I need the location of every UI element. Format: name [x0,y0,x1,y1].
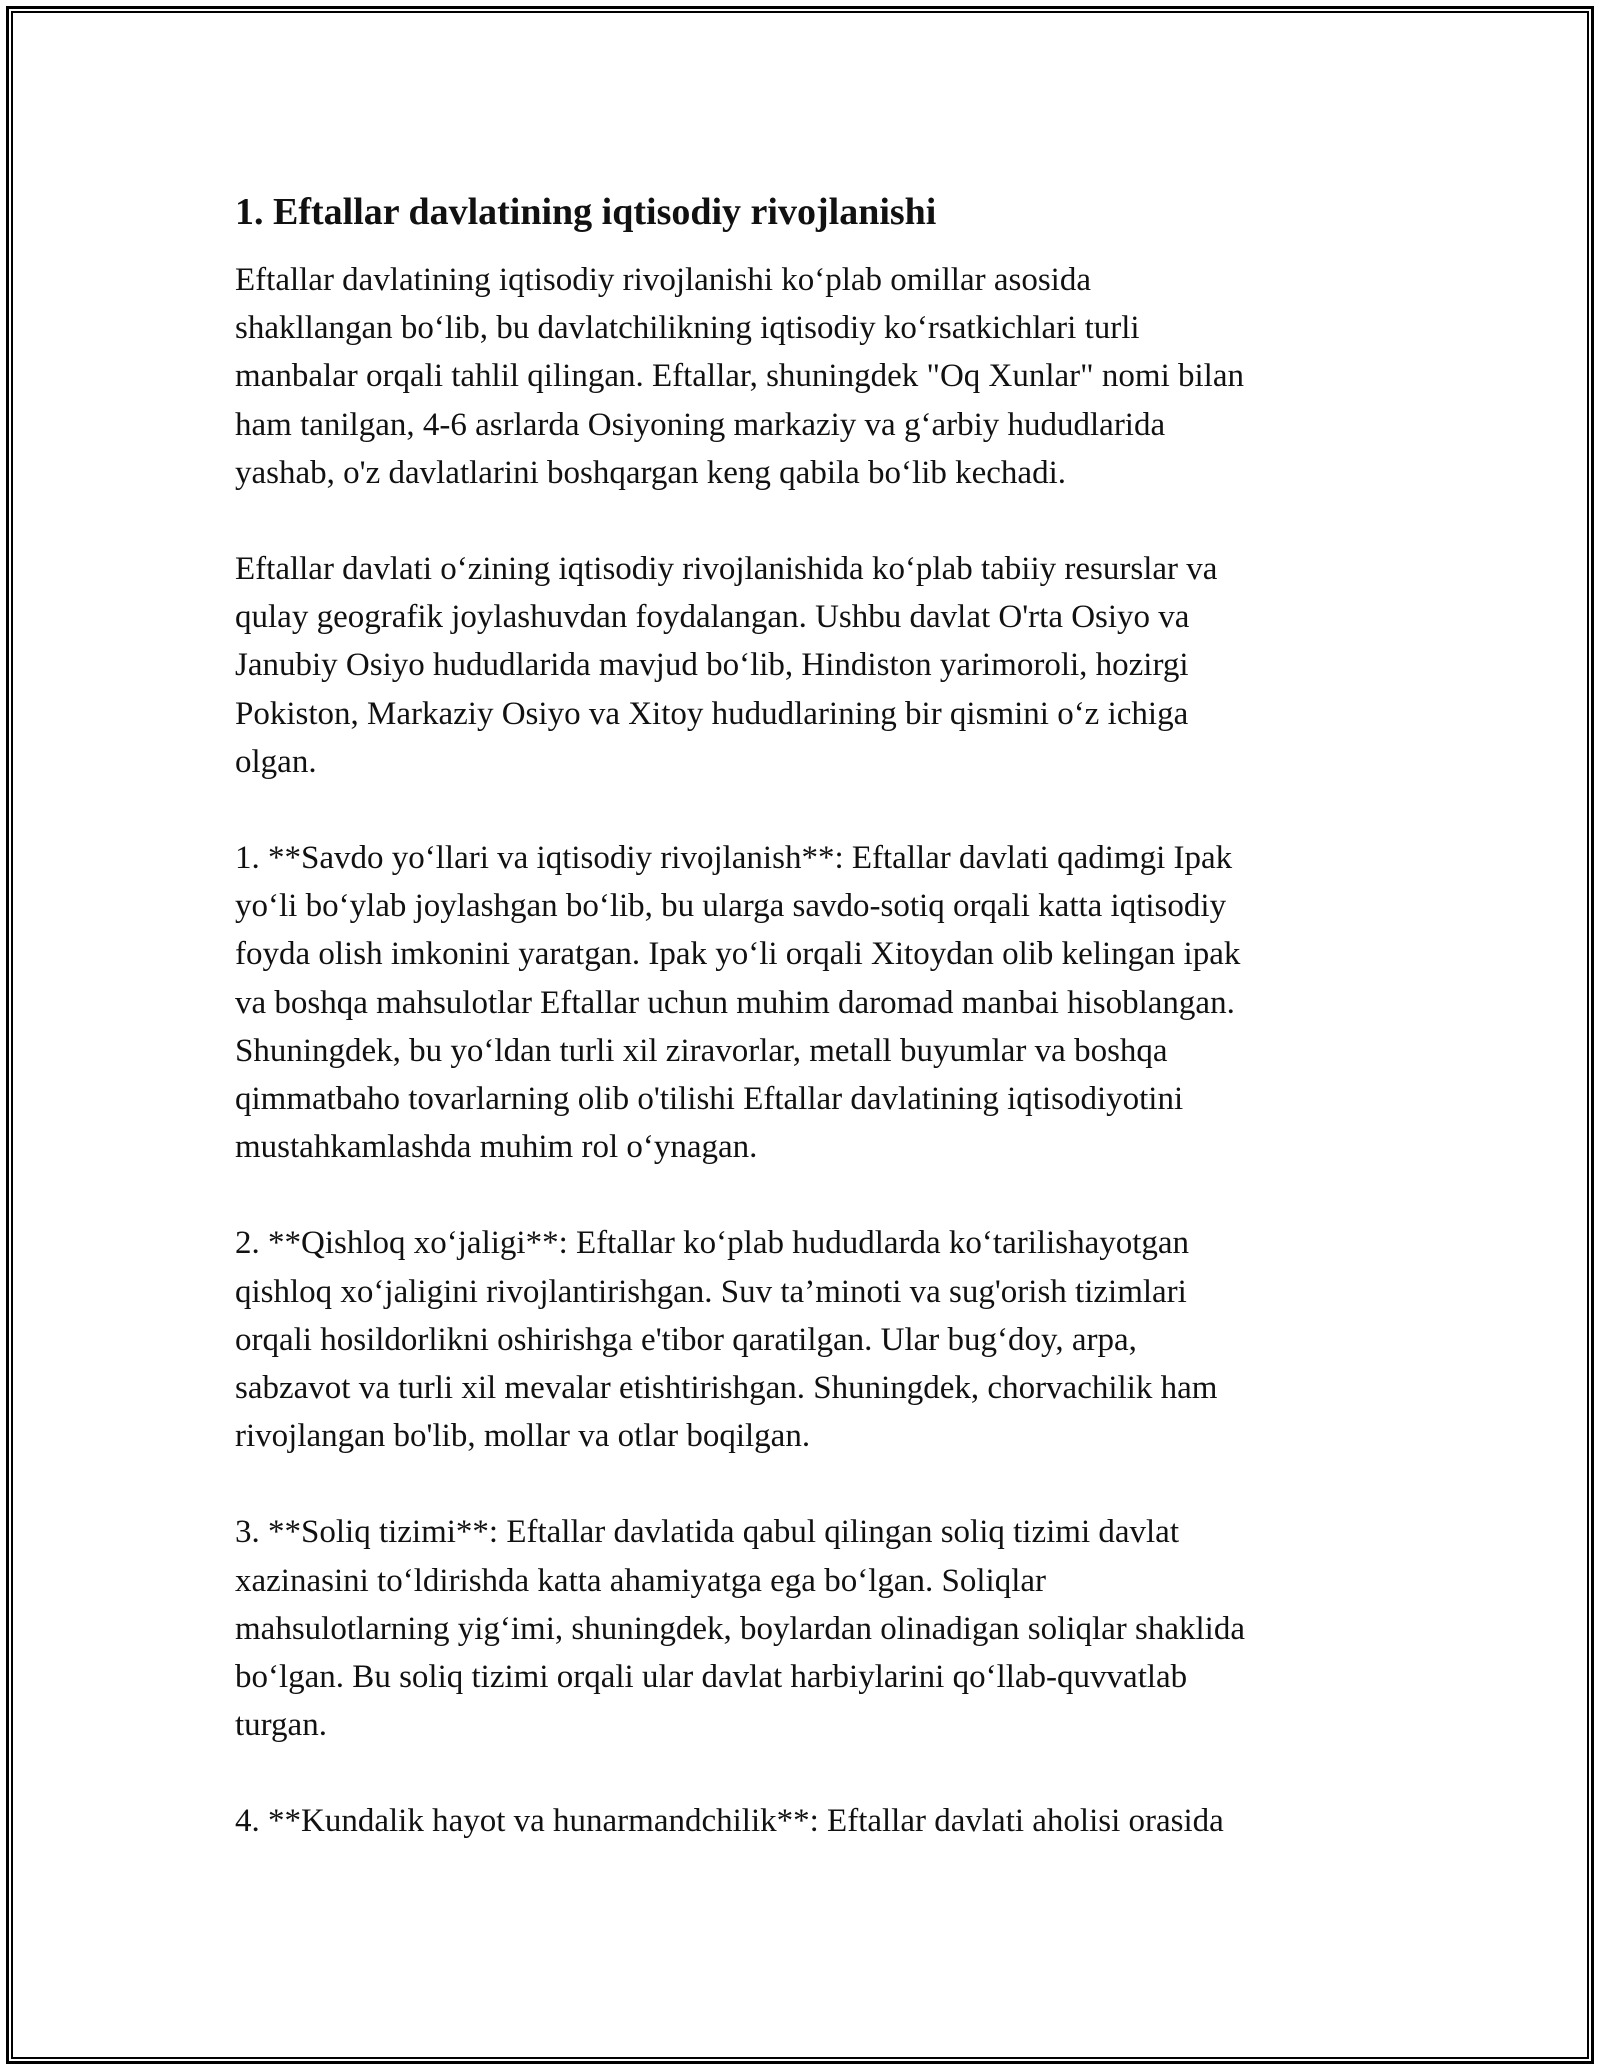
text-line: qulay geografik joylashuvdan foydalangan. Ushbu davlat O'rta Osiyo va [235,599,1190,636]
text-line: yo‘li bo‘ylab joylashgan bo‘lib, bu ularga savdo-sotiq orqali katta iqtisodiy [235,888,1227,925]
text-line: Eftallar davlatining iqtisodiy rivojlanishi ko‘plab omillar asosida [235,262,1092,298]
text-line: sabzavot va turli xil mevalar etishtirishgan. Shuningdek, chorvachilik ham [235,1370,1218,1407]
paragraph-geography [235,545,1365,786]
text-line: Shuningdek, bu yo‘ldan turli xil ziravorlar, metall buyumlar va boshqa [235,1032,1168,1069]
text-line: qishloq xo‘jaligini rivojlantirishgan. Suv ta’minoti va sug'orish tizimlari [235,1273,1187,1310]
text-line: manbalar orqali tahlil qilingan. Eftallar, shuningdek "Oq Xunlar" nomi bilan [235,358,1244,395]
text-line: shakllangan bo‘lib, bu davlatchilikning iqtisodiy ko‘rsatkichlari turli [235,310,1140,347]
text-line: Janubiy Osiyo hududlarida mavjud bo‘lib, Hindiston yarimoroli, hozirgi [235,647,1189,684]
text-line: Pokiston, Markaziy Osiyo va Xitoy hududlarining bir qismini o‘z ichiga [235,695,1189,732]
text-line: 1. **Savdo yo‘llari va iqtisodiy rivojlanish**: Eftallar davlati qadimgi Ipak [235,840,1233,877]
paragraph-tax-system [235,1508,1365,1749]
text-line: mahsulotlarning yig‘imi, shuningdek, boylardan olinadigan soliqlar shaklida [235,1610,1245,1647]
document-page [235,188,1365,1894]
text-line: foyda olish imkonini yaratgan. Ipak yo‘li orqali Xitoydan olib kelingan ipak [235,936,1241,973]
text-line: xazinasini to‘ldirishda katta ahamiyatga ega bo‘lgan. Soliqlar [235,1562,1046,1599]
text-line: 2. **Qishloq xo‘jaligi**: Eftallar ko‘plab hududlarda ko‘tarilishayotgan [235,1225,1190,1262]
text-line: qimmatbaho tovarlarning olib o'tilishi Eftallar davlatining iqtisodiyotini [235,1081,1184,1118]
text-line: turgan. [235,1707,327,1744]
text-line: olgan. [235,743,317,780]
paragraph-intro [235,256,1365,497]
text-line: orqali hosildorlikni oshirishga e'tibor qaratilgan. Ular bug‘doy, arpa, [235,1321,1137,1358]
text-line: rivojlangan bo'lib, mollar va otlar boqilgan. [235,1418,811,1455]
text-line: 3. **Soliq tizimi**: Eftallar davlatida qabul qilingan soliq tizimi davlat [235,1514,1179,1551]
paragraph-daily-life [235,1797,1365,1845]
text-line: bo‘lgan. Bu soliq tizimi orqali ular davlat harbiylarini qo‘llab-quvvatlab [235,1659,1188,1696]
document-title: 1. Eftallar davlatining iqtisodiy rivojlanishi [235,191,937,233]
text-line: va boshqa mahsulotlar Eftallar uchun muhim daromad manbai hisoblangan. [235,984,1235,1021]
text-line: yashab, o'z davlatlarini boshqargan keng qabila bo‘lib kechadi. [235,454,1066,491]
text-line: Eftallar davlati o‘zining iqtisodiy rivojlanishida ko‘plab tabiiy resurslar va [235,551,1218,588]
text-line: mustahkamlashda muhim rol o‘ynagan. [235,1129,758,1166]
text-line: 4. **Kundalik hayot va hunarmandchilik**: Eftallar davlati aholisi orasida [235,1803,1224,1840]
paragraph-trade-routes [235,834,1365,1171]
text-line: ham tanilgan, 4-6 asrlarda Osiyoning markaziy va g‘arbiy hududlarida [235,406,1166,443]
paragraph-agriculture [235,1219,1365,1460]
